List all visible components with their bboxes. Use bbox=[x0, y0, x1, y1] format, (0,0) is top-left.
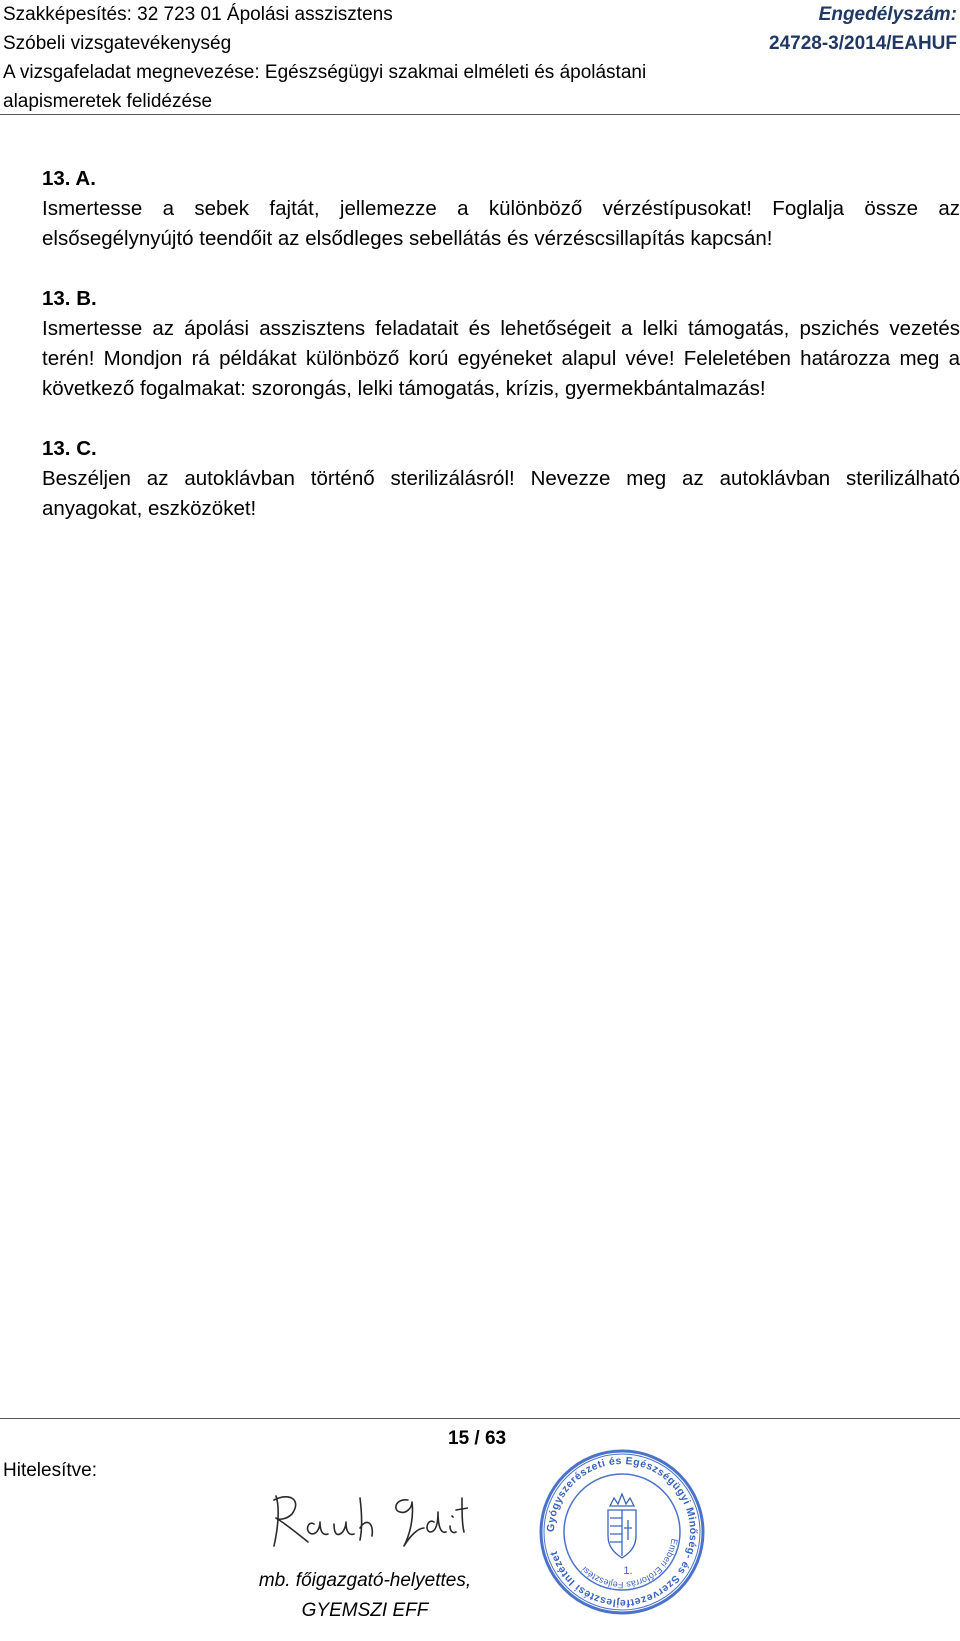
signer-block bbox=[240, 1566, 490, 1626]
task-name-line-2: alapismeretek felidézése bbox=[3, 91, 213, 112]
signer-title: mb. főigazgató-helyettes, bbox=[258, 1570, 472, 1591]
task-title: 13. A. bbox=[42, 167, 96, 190]
license-label: Engedélyszám: bbox=[818, 4, 957, 25]
license-number: 24728-3/2014/EAHUF bbox=[769, 33, 957, 54]
stamp-inner-text: Emberi Erőforrás Fejlesztési bbox=[579, 1537, 680, 1591]
exam-type-line: Szóbeli vizsgatevékenység bbox=[3, 33, 232, 54]
task-text: Beszéljen az autoklávban történő sterilizálásról! Nevezze meg az autoklávban sterilizálható anyagokat, eszközöket! bbox=[42, 467, 960, 520]
header-row-2 bbox=[3, 29, 957, 58]
task-13b bbox=[42, 284, 960, 404]
header-row-1 bbox=[3, 0, 957, 29]
authenticated-label: Hitelesítve: bbox=[3, 1460, 97, 1481]
official-stamp bbox=[538, 1448, 706, 1616]
task-title: 13. B. bbox=[42, 287, 97, 310]
coat-of-arms-icon bbox=[608, 1494, 636, 1558]
qualification-line: Szakképesítés: 32 723 01 Ápolási asszisztens bbox=[3, 4, 393, 25]
stamp-number: 1. bbox=[623, 1565, 633, 1577]
task-name-line-1: A vizsgafeladat megnevezése: Egészségügyi szakmai elméleti és ápolástani bbox=[3, 62, 647, 83]
footer-divider bbox=[0, 1418, 960, 1419]
header-divider bbox=[0, 114, 960, 115]
exam-tasks bbox=[42, 164, 960, 554]
task-13a bbox=[42, 164, 960, 254]
task-text: Ismertesse az ápolási asszisztens feladatait és lehetőségeit a lelki támogatás, pszichés vezetés terén! Mondjon rá példákat különböző korú egyéneket alapul véve! Feleletében határozza meg a következő fogalmakat: szorongás, lelki támogatás, krízis, gyermekbántalmazás! bbox=[42, 317, 960, 400]
header-row-4 bbox=[3, 87, 957, 116]
stamp-outer-text: Gyógyszerészeti és Egészségügyi Minőség- és Szervezetfejlesztési Intézet bbox=[544, 1454, 700, 1610]
task-text: Ismertesse a sebek fajtát, jellemezze a különböző vérzéstípusokat! Foglalja össze az elsősegélynyújtó teendőit az elsődleges sebellátás és vérzéscsillapítás kapcsán! bbox=[42, 197, 960, 250]
header-row-3 bbox=[3, 58, 957, 87]
task-13c bbox=[42, 434, 960, 524]
signer-organization: GYEMSZI EFF bbox=[301, 1600, 429, 1621]
task-title: 13. C. bbox=[42, 437, 97, 460]
handwritten-signature bbox=[268, 1488, 468, 1552]
page-header bbox=[3, 0, 957, 116]
page-number: 15 / 63 bbox=[448, 1428, 507, 1449]
